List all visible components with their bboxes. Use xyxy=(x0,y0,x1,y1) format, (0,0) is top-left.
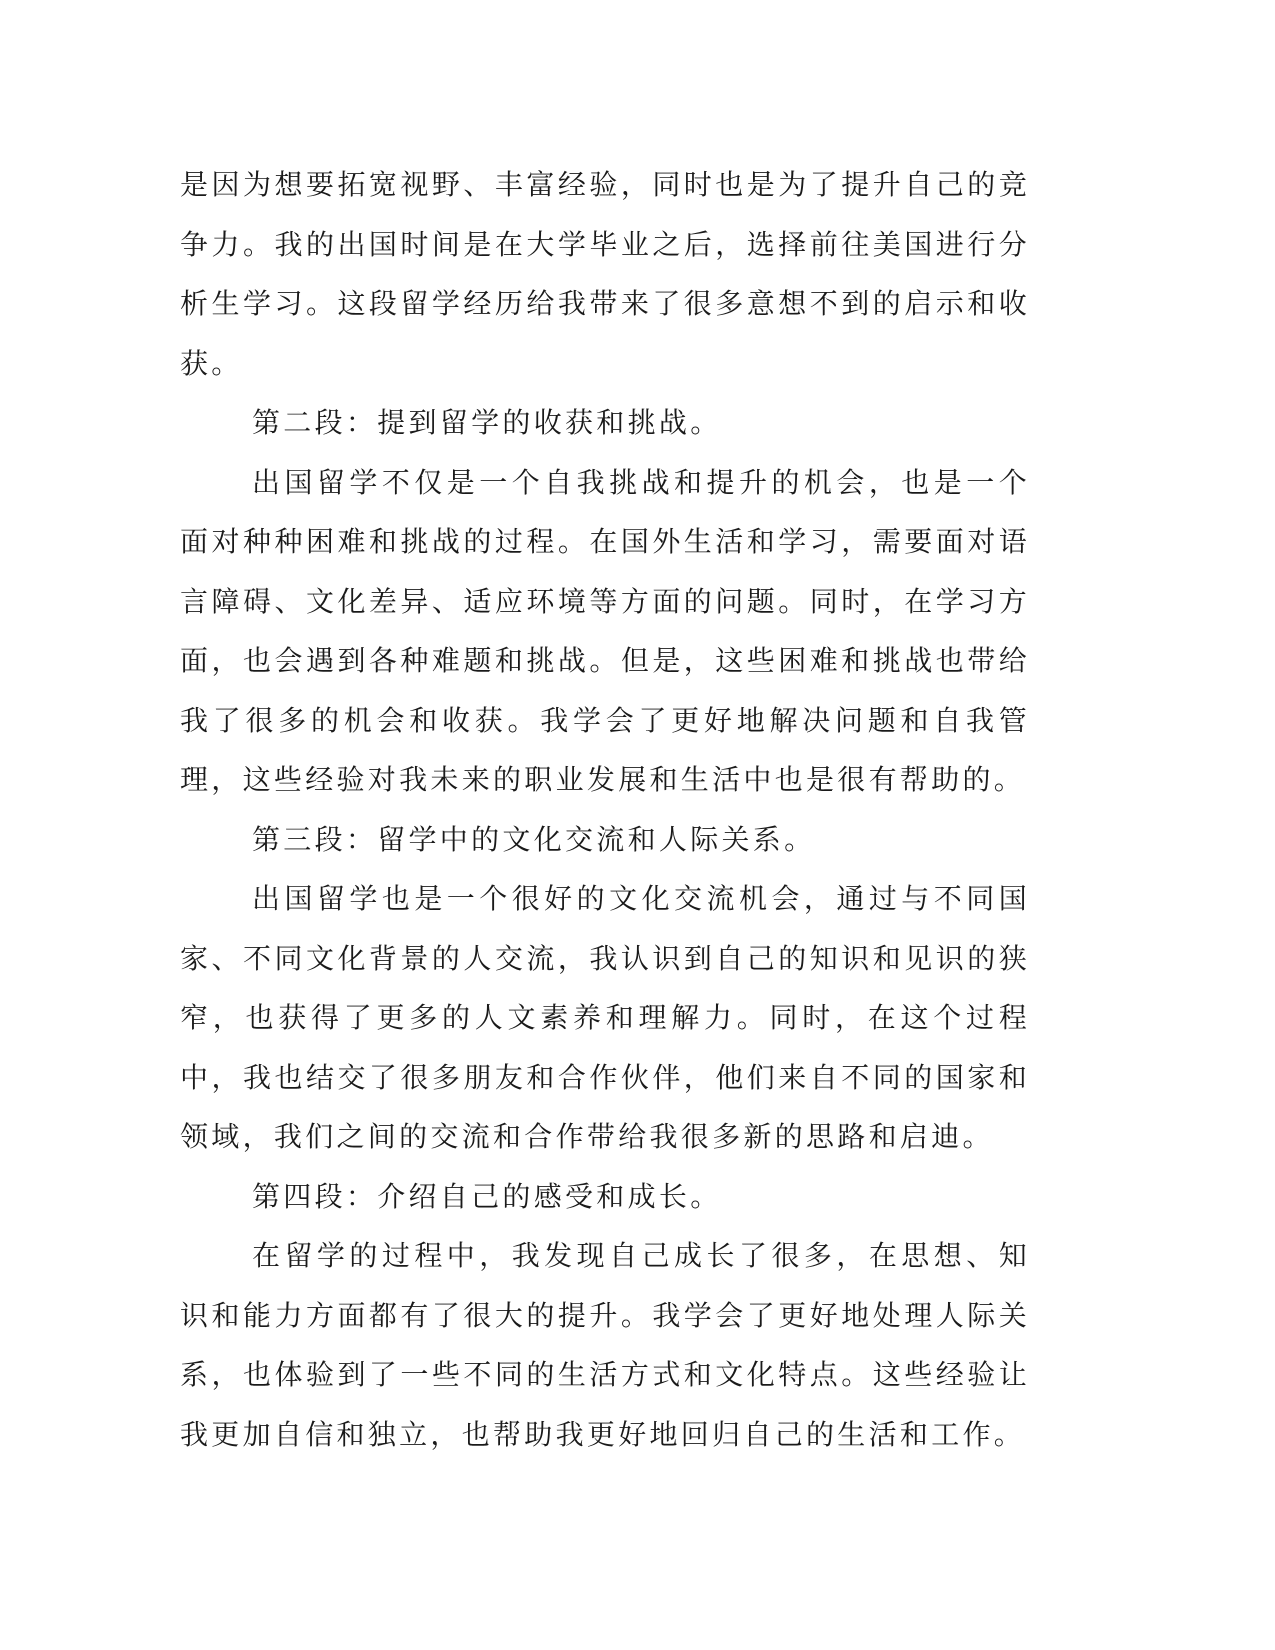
section-heading-3: 第三段：留学中的文化交流和人际关系。 xyxy=(252,822,816,856)
section-heading-2: 第二段：提到留学的收获和挑战。 xyxy=(252,406,722,439)
section-heading-4: 第四段：介绍自己的感受和成长。 xyxy=(252,1179,722,1213)
paragraph: 出国留学不仅是一个自我挑战和提升的机会，也是一个面对种种困难和挑战的过程。在国外生活和学习，需要面对语言障碍、文化差异、适应环境等方面的问题。同时，在学习方面，也会遇到各种难题和挑战。但是，这些困难和挑战也带给我了很多的机会和收获。我学会了更好地解决问题和自我管理，这些经验对我未来的职业发展和生活中也是很有帮助的。 xyxy=(180,465,1030,796)
document-body xyxy=(180,155,1030,1464)
paragraph: 出国留学也是一个很好的文化交流机会，通过与不同国家、不同文化背景的人交流，我认识到自己的知识和见识的狭窄，也获得了更多的人文素养和理解力。同时，在这个过程中，我也结交了很多朋友和合作伙伴，他们来自不同的国家和领域，我们之间的交流和合作带给我很多新的思路和启迪。 xyxy=(180,882,1030,1153)
paragraph-continued: 是因为想要拓宽视野、丰富经验，同时也是为了提升自己的竞争力。我的出国时间是在大学毕业之后，选择前往美国进行分析生学习。这段留学经历给我带来了很多意想不到的启示和收获。 xyxy=(180,168,1030,380)
paragraph: 在留学的过程中，我发现自己成长了很多，在思想、知识和能力方面都有了很大的提升。我学会了更好地处理人际关系，也体验到了一些不同的生活方式和文化特点。这些经验让我更加自信和独立，也帮助我更好地回归自己的生活和工作。 xyxy=(180,1239,1030,1451)
